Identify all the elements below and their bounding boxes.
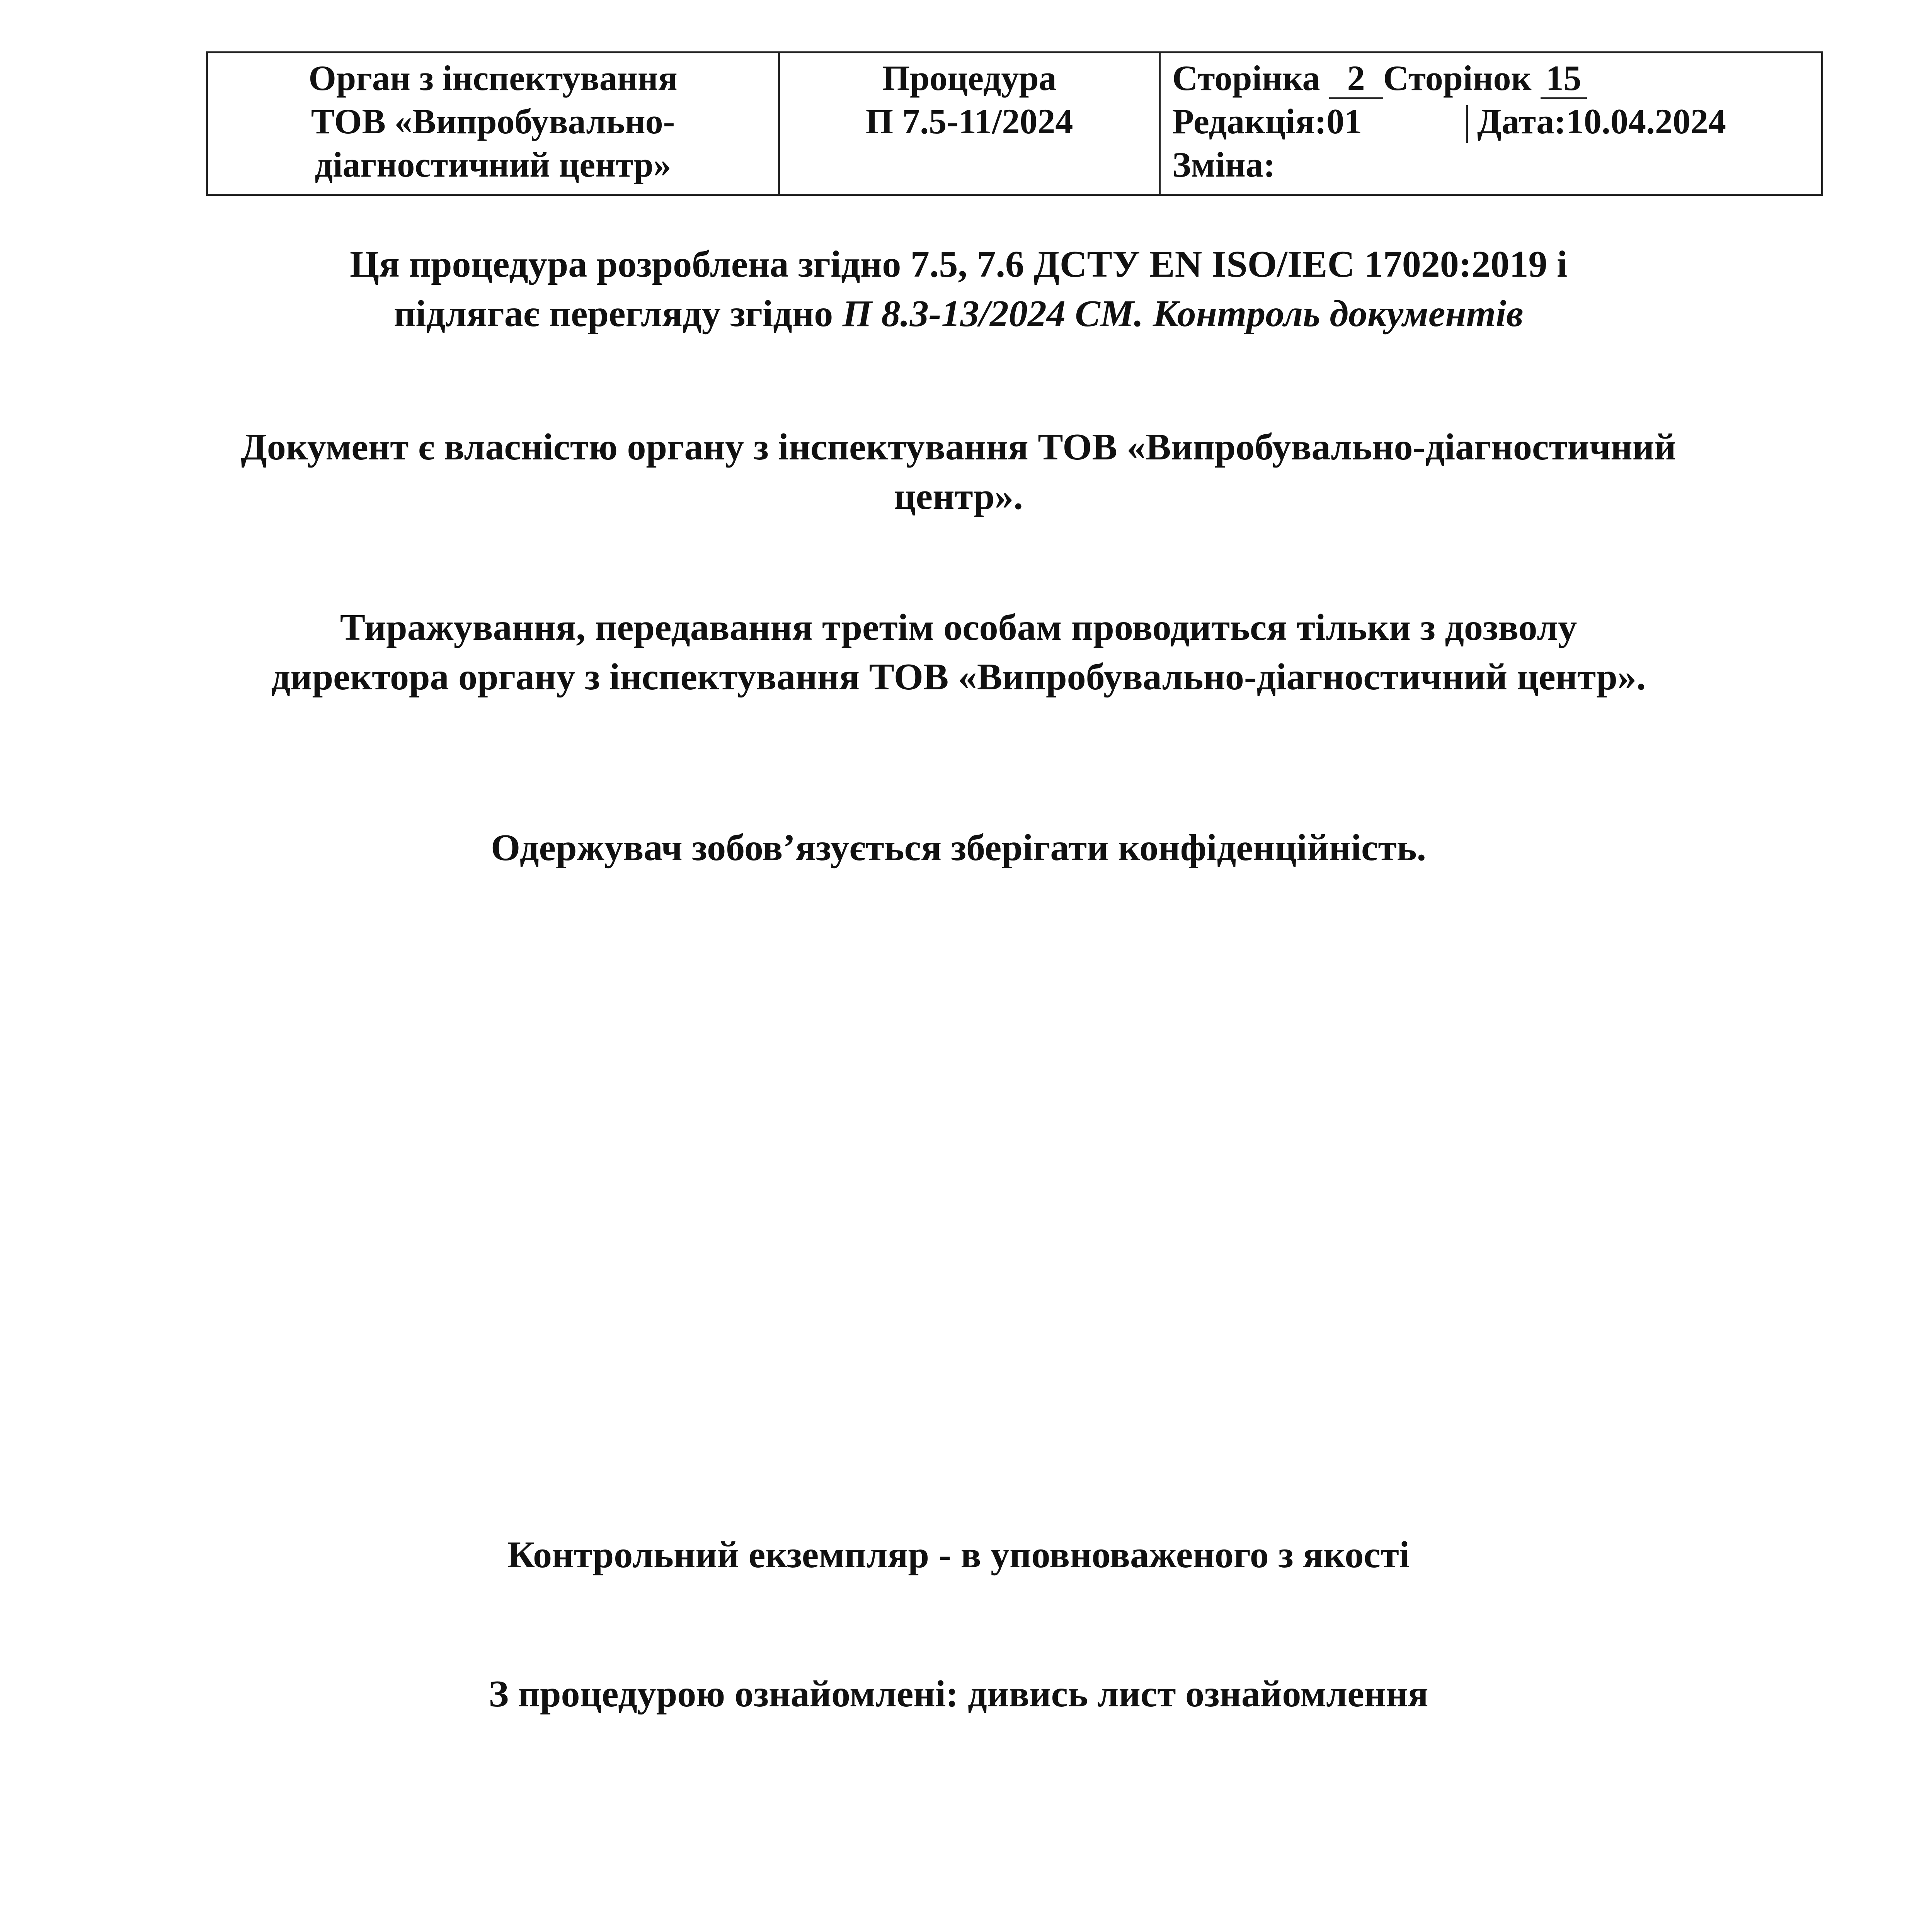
procedure-label: Процедура	[882, 58, 1057, 98]
paragraph-replication	[0, 603, 1917, 702]
pages-total: 15	[1541, 59, 1587, 99]
revision-row	[1172, 100, 1821, 143]
replication-line-2: директора органу з інспектування ТОВ «Випробувально-діагностичний центр».	[271, 656, 1646, 698]
page-label: Сторінка	[1172, 58, 1320, 98]
header-org-cell	[208, 53, 780, 194]
ownership-line-2: центр».	[894, 476, 1023, 517]
header-meta-cell	[1161, 53, 1821, 194]
org-line-1: Орган з інспектування	[308, 58, 678, 98]
org-line-2: ТОВ «Випробувально-	[311, 102, 675, 141]
review-prefix: підлягає перегляду згідно	[393, 293, 843, 335]
org-line-3: діагностичний центр»	[315, 145, 671, 184]
header-procedure-cell	[780, 53, 1161, 194]
revision-date: Дата:10.04.2024	[1477, 102, 1726, 141]
paragraph-ownership	[0, 422, 1917, 521]
confidentiality-line: Одержувач зобов’язується зберігати конфіденційність.	[490, 827, 1427, 869]
review-reference: П 8.3-13/2024 СМ. Контроль документів	[842, 293, 1524, 335]
paragraph-acquaintance	[0, 1669, 1917, 1719]
revision-date-divider	[1466, 105, 1468, 143]
header-table	[206, 51, 1823, 196]
standard-line-1: Ця процедура розроблена згідно 7.5, 7.6 ДСТУ EN ISO/IEC 17020:2019 і	[349, 243, 1568, 285]
paragraph-standard	[0, 240, 1917, 338]
paragraph-confidentiality	[0, 823, 1917, 872]
replication-line-1: Тиражування, передавання третім особам проводиться тільки з дозволу	[340, 607, 1577, 648]
page-number: 2	[1329, 59, 1383, 99]
standard-line-2	[0, 289, 1917, 338]
pages-label: Сторінок	[1383, 58, 1532, 98]
change: Зміна:	[1172, 145, 1275, 184]
procedure-code: П 7.5-11/2024	[865, 102, 1073, 141]
acquaintance-line: З процедурою ознайомлені: дивись лист ознайомлення	[489, 1673, 1428, 1715]
revision: Редакція:01	[1172, 102, 1362, 141]
page-info	[1172, 56, 1821, 100]
ownership-line-1: Документ є власністю органу з інспектування ТОВ «Випробувально-діагностичний	[241, 426, 1676, 468]
paragraph-control-copy	[0, 1530, 1917, 1580]
control-copy-line: Контрольний екземпляр - в уповноваженого з якості	[507, 1534, 1410, 1576]
